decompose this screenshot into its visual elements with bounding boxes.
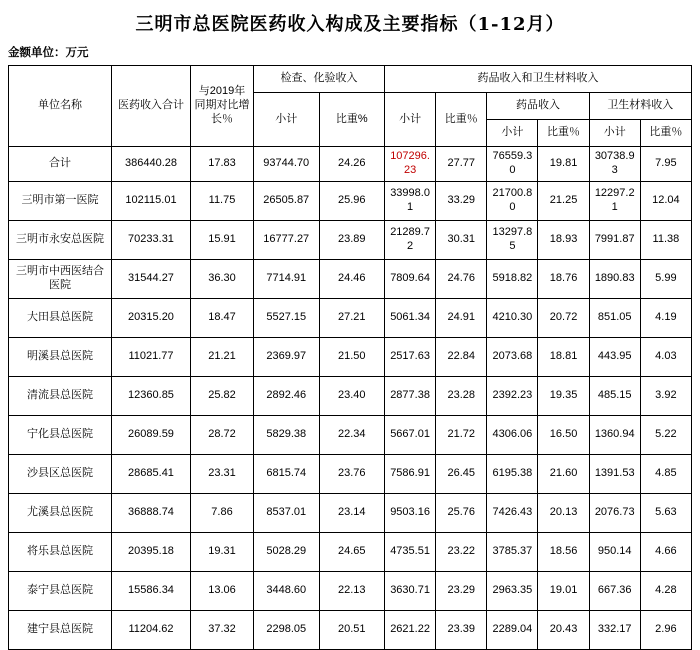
cell-unit-name: 宁化县总医院: [9, 416, 112, 455]
table-row: [9, 533, 692, 572]
cell-material-subtotal: 1360.94: [589, 416, 640, 455]
cell-exam-proportion: 24.65: [319, 533, 385, 572]
cell-exam-subtotal: 5527.15: [254, 299, 320, 338]
cell-yoy-growth: 17.83: [191, 147, 254, 182]
cell-drug-proportion: 19.81: [538, 147, 589, 182]
cell-unit-name: 泰宁县总医院: [9, 572, 112, 611]
cell-yoy-growth: 19.31: [191, 533, 254, 572]
cell-dm-proportion: 24.76: [436, 260, 487, 299]
cell-dm-proportion: 23.39: [436, 611, 487, 650]
cell-dm-subtotal: 2877.38: [385, 377, 436, 416]
cell-total-income: 26089.59: [112, 416, 191, 455]
cell-drug-proportion: 18.76: [538, 260, 589, 299]
column-header-unit-name: 单位名称: [9, 66, 112, 147]
cell-yoy-growth: 18.47: [191, 299, 254, 338]
cell-total-income: 20315.20: [112, 299, 191, 338]
cell-exam-proportion: 24.26: [319, 147, 385, 182]
cell-dm-subtotal: 2621.22: [385, 611, 436, 650]
cell-material-subtotal: 443.95: [589, 338, 640, 377]
column-header-material-proportion: 比重％: [640, 120, 691, 147]
cell-drug-subtotal: 76559.30: [487, 147, 538, 182]
cell-exam-subtotal: 93744.70: [254, 147, 320, 182]
column-header-material-subtotal: 小计: [589, 120, 640, 147]
cell-material-subtotal: 1890.83: [589, 260, 640, 299]
cell-yoy-growth: 28.72: [191, 416, 254, 455]
cell-total-income: 36888.74: [112, 494, 191, 533]
cell-total-income: 102115.01: [112, 182, 191, 221]
cell-exam-proportion: 23.76: [319, 455, 385, 494]
cell-exam-subtotal: 26505.87: [254, 182, 320, 221]
cell-dm-subtotal: 5061.34: [385, 299, 436, 338]
cell-exam-subtotal: 7714.91: [254, 260, 320, 299]
cell-material-proportion: 5.99: [640, 260, 691, 299]
cell-dm-subtotal: 2517.63: [385, 338, 436, 377]
cell-exam-proportion: 23.89: [319, 221, 385, 260]
column-group-header-exam-lab: 检查、化验收入: [254, 66, 385, 93]
cell-exam-subtotal: 2369.97: [254, 338, 320, 377]
cell-exam-subtotal: 5829.38: [254, 416, 320, 455]
column-header-drug-subtotal: 小计: [487, 120, 538, 147]
cell-material-proportion: 4.28: [640, 572, 691, 611]
cell-drug-proportion: 21.25: [538, 182, 589, 221]
cell-material-proportion: 4.85: [640, 455, 691, 494]
cell-exam-subtotal: 8537.01: [254, 494, 320, 533]
cell-drug-subtotal: 2073.68: [487, 338, 538, 377]
cell-yoy-growth: 21.21: [191, 338, 254, 377]
cell-exam-subtotal: 3448.60: [254, 572, 320, 611]
cell-drug-subtotal: 6195.38: [487, 455, 538, 494]
cell-material-proportion: 4.03: [640, 338, 691, 377]
cell-material-proportion: 4.66: [640, 533, 691, 572]
cell-drug-subtotal: 2963.35: [487, 572, 538, 611]
cell-yoy-growth: 36.30: [191, 260, 254, 299]
cell-drug-proportion: 20.43: [538, 611, 589, 650]
column-header-yoy-growth: 与2019年同期对比增长％: [191, 66, 254, 147]
column-header-dm-proportion: 比重％: [436, 93, 487, 147]
cell-drug-subtotal: 21700.80: [487, 182, 538, 221]
cell-unit-name: 大田县总医院: [9, 299, 112, 338]
cell-material-subtotal: 2076.73: [589, 494, 640, 533]
cell-exam-subtotal: 2298.05: [254, 611, 320, 650]
cell-material-proportion: 2.96: [640, 611, 691, 650]
cell-dm-proportion: 22.84: [436, 338, 487, 377]
cell-dm-subtotal: 21289.72: [385, 221, 436, 260]
cell-yoy-growth: 25.82: [191, 377, 254, 416]
table-row: [9, 182, 692, 221]
cell-unit-name: 三明市第一医院: [9, 182, 112, 221]
cell-material-proportion: 5.22: [640, 416, 691, 455]
cell-drug-subtotal: 5918.82: [487, 260, 538, 299]
cell-material-subtotal: 485.15: [589, 377, 640, 416]
cell-yoy-growth: 13.06: [191, 572, 254, 611]
cell-dm-subtotal: 4735.51: [385, 533, 436, 572]
cell-exam-proportion: 25.96: [319, 182, 385, 221]
table-row: [9, 147, 692, 182]
cell-drug-proportion: 20.13: [538, 494, 589, 533]
cell-exam-subtotal: 2892.46: [254, 377, 320, 416]
cell-total-income: 20395.18: [112, 533, 191, 572]
table-header: [9, 66, 692, 147]
cell-dm-proportion: 23.28: [436, 377, 487, 416]
cell-material-proportion: 7.95: [640, 147, 691, 182]
cell-dm-proportion: 24.91: [436, 299, 487, 338]
cell-drug-subtotal: 4210.30: [487, 299, 538, 338]
table-row: [9, 494, 692, 533]
cell-material-subtotal: 950.14: [589, 533, 640, 572]
cell-dm-subtotal: 5667.01: [385, 416, 436, 455]
page-title: 三明市总医院医药收入构成及主要指标（1-12月）: [135, 14, 565, 35]
cell-dm-subtotal: 7586.91: [385, 455, 436, 494]
cell-exam-proportion: 24.46: [319, 260, 385, 299]
column-group-header-drug-material: 药品收入和卫生材料收入: [385, 66, 692, 93]
cell-exam-subtotal: 16777.27: [254, 221, 320, 260]
cell-yoy-growth: 7.86: [191, 494, 254, 533]
cell-material-proportion: 3.92: [640, 377, 691, 416]
cell-dm-proportion: 27.77: [436, 147, 487, 182]
cell-exam-subtotal: 5028.29: [254, 533, 320, 572]
column-header-exam-proportion: 比重%: [319, 93, 385, 147]
table-row: [9, 455, 692, 494]
cell-unit-name: 三明市永安总医院: [9, 221, 112, 260]
cell-unit-name: 将乐县总医院: [9, 533, 112, 572]
cell-drug-subtotal: 2392.23: [487, 377, 538, 416]
cell-yoy-growth: 11.75: [191, 182, 254, 221]
cell-yoy-growth: 15.91: [191, 221, 254, 260]
cell-exam-proportion: 22.34: [319, 416, 385, 455]
cell-drug-proportion: 21.60: [538, 455, 589, 494]
cell-dm-proportion: 21.72: [436, 416, 487, 455]
cell-yoy-growth: 37.32: [191, 611, 254, 650]
table-row: [9, 611, 692, 650]
column-header-total-income: 医药收入合计: [112, 66, 191, 147]
cell-unit-name: 清流县总医院: [9, 377, 112, 416]
cell-material-subtotal: 667.36: [589, 572, 640, 611]
cell-unit-name: 合计: [9, 147, 112, 182]
cell-drug-subtotal: 13297.85: [487, 221, 538, 260]
cell-total-income: 28685.41: [112, 455, 191, 494]
cell-total-income: 15586.34: [112, 572, 191, 611]
cell-material-proportion: 5.63: [640, 494, 691, 533]
cell-material-subtotal: 851.05: [589, 299, 640, 338]
cell-unit-name: 沙县区总医院: [9, 455, 112, 494]
cell-exam-proportion: 20.51: [319, 611, 385, 650]
cell-yoy-growth: 23.31: [191, 455, 254, 494]
cell-drug-proportion: 16.50: [538, 416, 589, 455]
cell-dm-proportion: 26.45: [436, 455, 487, 494]
table-row: [9, 572, 692, 611]
cell-material-subtotal: 30738.93: [589, 147, 640, 182]
cell-dm-proportion: 25.76: [436, 494, 487, 533]
cell-material-subtotal: 1391.53: [589, 455, 640, 494]
cell-dm-proportion: 30.31: [436, 221, 487, 260]
cell-unit-name: 明溪县总医院: [9, 338, 112, 377]
table-row: [9, 260, 692, 299]
cell-drug-proportion: 18.93: [538, 221, 589, 260]
cell-material-proportion: 4.19: [640, 299, 691, 338]
cell-total-income: 31544.27: [112, 260, 191, 299]
cell-drug-subtotal: 3785.37: [487, 533, 538, 572]
table-row: [9, 338, 692, 377]
table-row: [9, 221, 692, 260]
cell-exam-proportion: 22.13: [319, 572, 385, 611]
table-body: [9, 147, 692, 650]
cell-dm-subtotal: 7809.64: [385, 260, 436, 299]
table-row: [9, 416, 692, 455]
cell-dm-subtotal: 9503.16: [385, 494, 436, 533]
cell-total-income: 11204.62: [112, 611, 191, 650]
cell-drug-proportion: 19.01: [538, 572, 589, 611]
cell-material-proportion: 11.38: [640, 221, 691, 260]
cell-dm-proportion: 33.29: [436, 182, 487, 221]
cell-unit-name: 建宁县总医院: [9, 611, 112, 650]
table-row: [9, 377, 692, 416]
cell-exam-proportion: 23.14: [319, 494, 385, 533]
cell-exam-proportion: 23.40: [319, 377, 385, 416]
cell-exam-subtotal: 6815.74: [254, 455, 320, 494]
header-row-1: [9, 66, 692, 93]
column-group-header-material: 卫生材料收入: [589, 93, 691, 120]
cell-total-income: 70233.31: [112, 221, 191, 260]
cell-total-income: 12360.85: [112, 377, 191, 416]
cell-dm-subtotal: 33998.01: [385, 182, 436, 221]
cell-dm-subtotal: 3630.71: [385, 572, 436, 611]
cell-drug-subtotal: 2289.04: [487, 611, 538, 650]
cell-dm-subtotal: 107296.23: [385, 147, 436, 182]
cell-exam-proportion: 21.50: [319, 338, 385, 377]
cell-material-subtotal: 12297.21: [589, 182, 640, 221]
cell-drug-proportion: 18.81: [538, 338, 589, 377]
cell-drug-subtotal: 7426.43: [487, 494, 538, 533]
cell-dm-proportion: 23.22: [436, 533, 487, 572]
cell-drug-subtotal: 4306.06: [487, 416, 538, 455]
cell-material-proportion: 12.04: [640, 182, 691, 221]
cell-material-subtotal: 332.17: [589, 611, 640, 650]
income-composition-table: [8, 65, 692, 650]
column-group-header-drug: 药品收入: [487, 93, 589, 120]
cell-dm-proportion: 23.29: [436, 572, 487, 611]
cell-unit-name: 尤溪县总医院: [9, 494, 112, 533]
cell-material-subtotal: 7991.87: [589, 221, 640, 260]
cell-unit-name: 三明市中西医结合医院: [9, 260, 112, 299]
cell-drug-proportion: 19.35: [538, 377, 589, 416]
column-header-dm-subtotal: 小计: [385, 93, 436, 147]
column-header-drug-proportion: 比重％: [538, 120, 589, 147]
cell-drug-proportion: 18.56: [538, 533, 589, 572]
cell-total-income: 386440.28: [112, 147, 191, 182]
unit-note: 金额单位：万元: [8, 47, 89, 59]
column-header-exam-subtotal: 小计: [254, 93, 320, 147]
cell-total-income: 11021.77: [112, 338, 191, 377]
cell-drug-proportion: 20.72: [538, 299, 589, 338]
table-row: [9, 299, 692, 338]
cell-exam-proportion: 27.21: [319, 299, 385, 338]
